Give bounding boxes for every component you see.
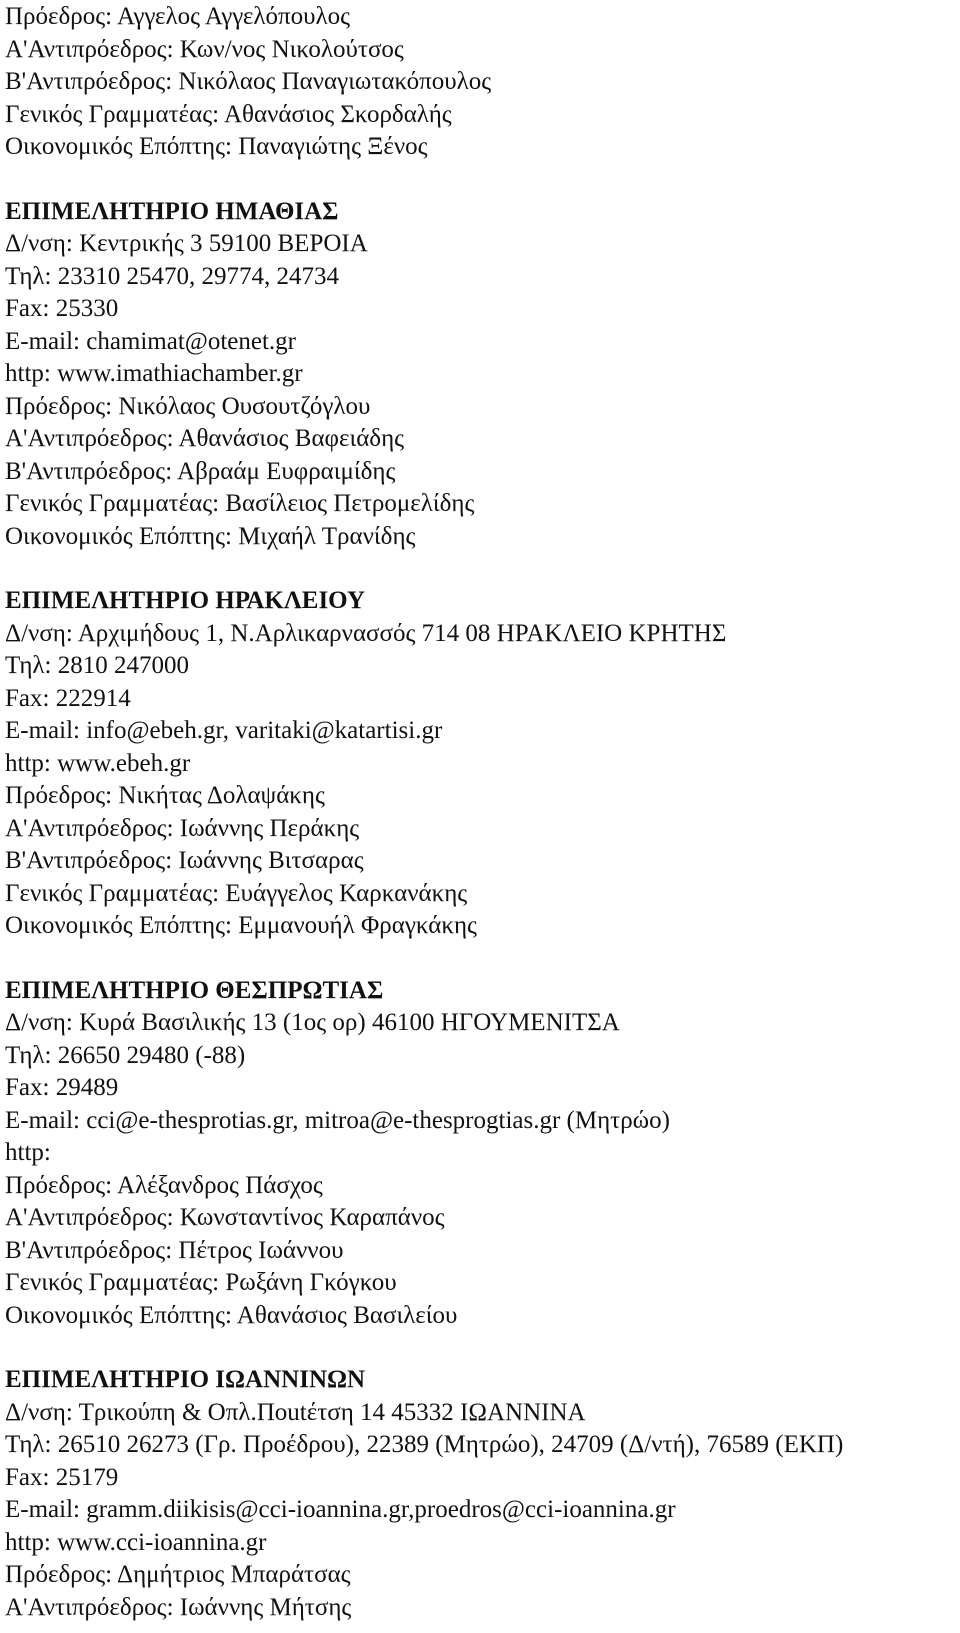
chamber-title: ΕΠΙΜΕΛΗΤΗΡΙΟ ΘΕΣΠΡΩΤΙΑΣ <box>5 976 384 1004</box>
chamber-president: Πρόεδρος: Αλέξανδρος Πάσχος <box>5 1171 323 1199</box>
chamber-president: Πρόεδρος: Νικήτας Δολαψάκης <box>5 782 325 809</box>
chamber-treasurer: Οικονομικός Επόπτης: Μιχαήλ Τρανίδης <box>5 522 416 550</box>
chamber-general-secretary: Γενικός Γραμματέας: Ευάγγελος Καρκανάκης <box>5 879 468 907</box>
chamber-general-secretary: Γενικός Γραμματέας: Βασίλειος Πετρομελίδης <box>5 490 475 517</box>
chamber-fax: Fax: 25330 <box>5 295 119 322</box>
chamber-president: Πρόεδρος: Νικόλαος Ουσουτζόγλου <box>5 392 371 420</box>
chamber-email: E-mail: cci@e-thesprotias.gr, mitroa@e-thesprogtias.gr (Μητρώο) <box>5 1106 670 1134</box>
chamber-address: Δ/νση: Τρικούπη & Οπλ.Ποutέτση 14 45332 ΙΩΑΝΝΙΝΑ <box>5 1398 586 1426</box>
section-gap <box>5 943 955 975</box>
chamber-address: Δ/νση: Κυρά Βασιλικής 13 (1ος ορ) 46100 ΗΓΟΥΜΕΝΙΤΣΑ <box>5 1009 620 1036</box>
chamber-treasurer: Οικονομικός Επόπτης: Αθανάσιος Βασιλείου <box>5 1301 458 1329</box>
chamber-treasurer: Οικονομικός Επόπτης: Εμμανουήλ Φραγκάκης <box>5 912 477 939</box>
chamber-vice-president-a: Α'Αντιπρόεδρος: Ιωάννης Μήτσης <box>5 1593 352 1621</box>
chamber-general-secretary: Γενικός Γραμματέας: Ρωξάνη Γκόγκου <box>5 1269 397 1296</box>
chamber-imathia <box>5 196 955 554</box>
document-page <box>5 1 955 1624</box>
chamber-vice-president-a: Α'Αντιπρόεδρος: Ιωάννης Περάκης <box>5 814 360 842</box>
officer-line: Α'Αντιπρόεδρος: Κων/νος Νικολούτσος <box>5 35 404 63</box>
chamber-fax: Fax: 25179 <box>5 1463 119 1491</box>
chamber-ioannina <box>5 1364 955 1624</box>
chamber-phone: Τηλ: 2810 247000 <box>5 652 189 679</box>
chamber-email: E-mail: info@ebeh.gr, varitaki@katartisi.gr <box>5 717 443 744</box>
chamber-vice-president-b: Β'Αντιπρόεδρος: Ιωάννης Βιτσαρας <box>5 847 364 874</box>
officer-line: Πρόεδρος: Αγγελος Αγγελόπουλος <box>5 3 351 30</box>
officer-line: Β'Αντιπρόεδρος: Νικόλαος Παναγιωτακόπουλος <box>5 68 492 95</box>
chamber-website: http: <box>5 1139 51 1166</box>
chamber-phone: Τηλ: 26510 26273 (Γρ. Προέδρου), 22389 (Μητρώο), 24709 (Δ/ντή), 76589 (ΕΚΠ) <box>5 1431 844 1458</box>
chamber-email: E-mail: gramm.diikisis@cci-ioannina.gr,proedros@cci-ioannina.gr <box>5 1496 676 1523</box>
chamber-website: http: www.ebeh.gr <box>5 749 191 777</box>
chamber-title: ΕΠΙΜΕΛΗΤΗΡΙΟ ΗΜΑΘΙΑΣ <box>5 197 339 225</box>
chamber-president: Πρόεδρος: Δημήτριος Μπαράτσας <box>5 1561 351 1588</box>
chamber-thesprotia <box>5 975 955 1333</box>
section-gap <box>5 553 955 585</box>
chamber-fax: Fax: 29489 <box>5 1074 119 1101</box>
chamber-address: Δ/νση: Αρχιμήδους 1, Ν.Αρλικαρνασσός 714 08 ΗΡΑΚΛΕΙΟ ΚΡΗΤΗΣ <box>5 619 727 647</box>
officers-block <box>5 1 955 164</box>
chamber-phone: Τηλ: 23310 25470, 29774, 24734 <box>5 262 339 290</box>
chamber-vice-president-b: Β'Αντιπρόεδρος: Πέτρος Ιωάννου <box>5 1236 344 1264</box>
chamber-vice-president-a: Α'Αντιπρόεδρος: Κωνσταντίνος Καραπάνος <box>5 1204 445 1231</box>
section-gap <box>5 1332 955 1364</box>
chamber-address: Δ/νση: Κεντρικής 3 59100 ΒΕΡΟΙΑ <box>5 230 368 257</box>
chamber-phone: Τηλ: 26650 29480 (-88) <box>5 1041 246 1069</box>
chamber-vice-president-b: Β'Αντιπρόεδρος: Αβραάμ Ευφραιμίδης <box>5 457 396 485</box>
officer-line: Γενικός Γραμματέας: Αθανάσιος Σκορδαλής <box>5 100 452 128</box>
chamber-website: http: www.imathiachamber.gr <box>5 360 303 387</box>
officer-line: Οικονομικός Επόπτης: Παναγιώτης Ξένος <box>5 133 428 160</box>
chamber-vice-president-a: Α'Αντιπρόεδρος: Αθανάσιος Βαφειάδης <box>5 425 405 452</box>
chamber-email: E-mail: chamimat@otenet.gr <box>5 327 296 355</box>
chamber-fax: Fax: 222914 <box>5 684 131 712</box>
chamber-title: ΕΠΙΜΕΛΗΤΗΡΙΟ ΙΩΑΝΝΙΝΩΝ <box>5 1366 366 1393</box>
section-gap <box>5 164 955 196</box>
chamber-title: ΕΠΙΜΕΛΗΤΗΡΙΟ ΗΡΑΚΛΕΙΟΥ <box>5 587 366 614</box>
chamber-irakleio <box>5 585 955 943</box>
chamber-website: http: www.cci-ioannina.gr <box>5 1528 267 1556</box>
